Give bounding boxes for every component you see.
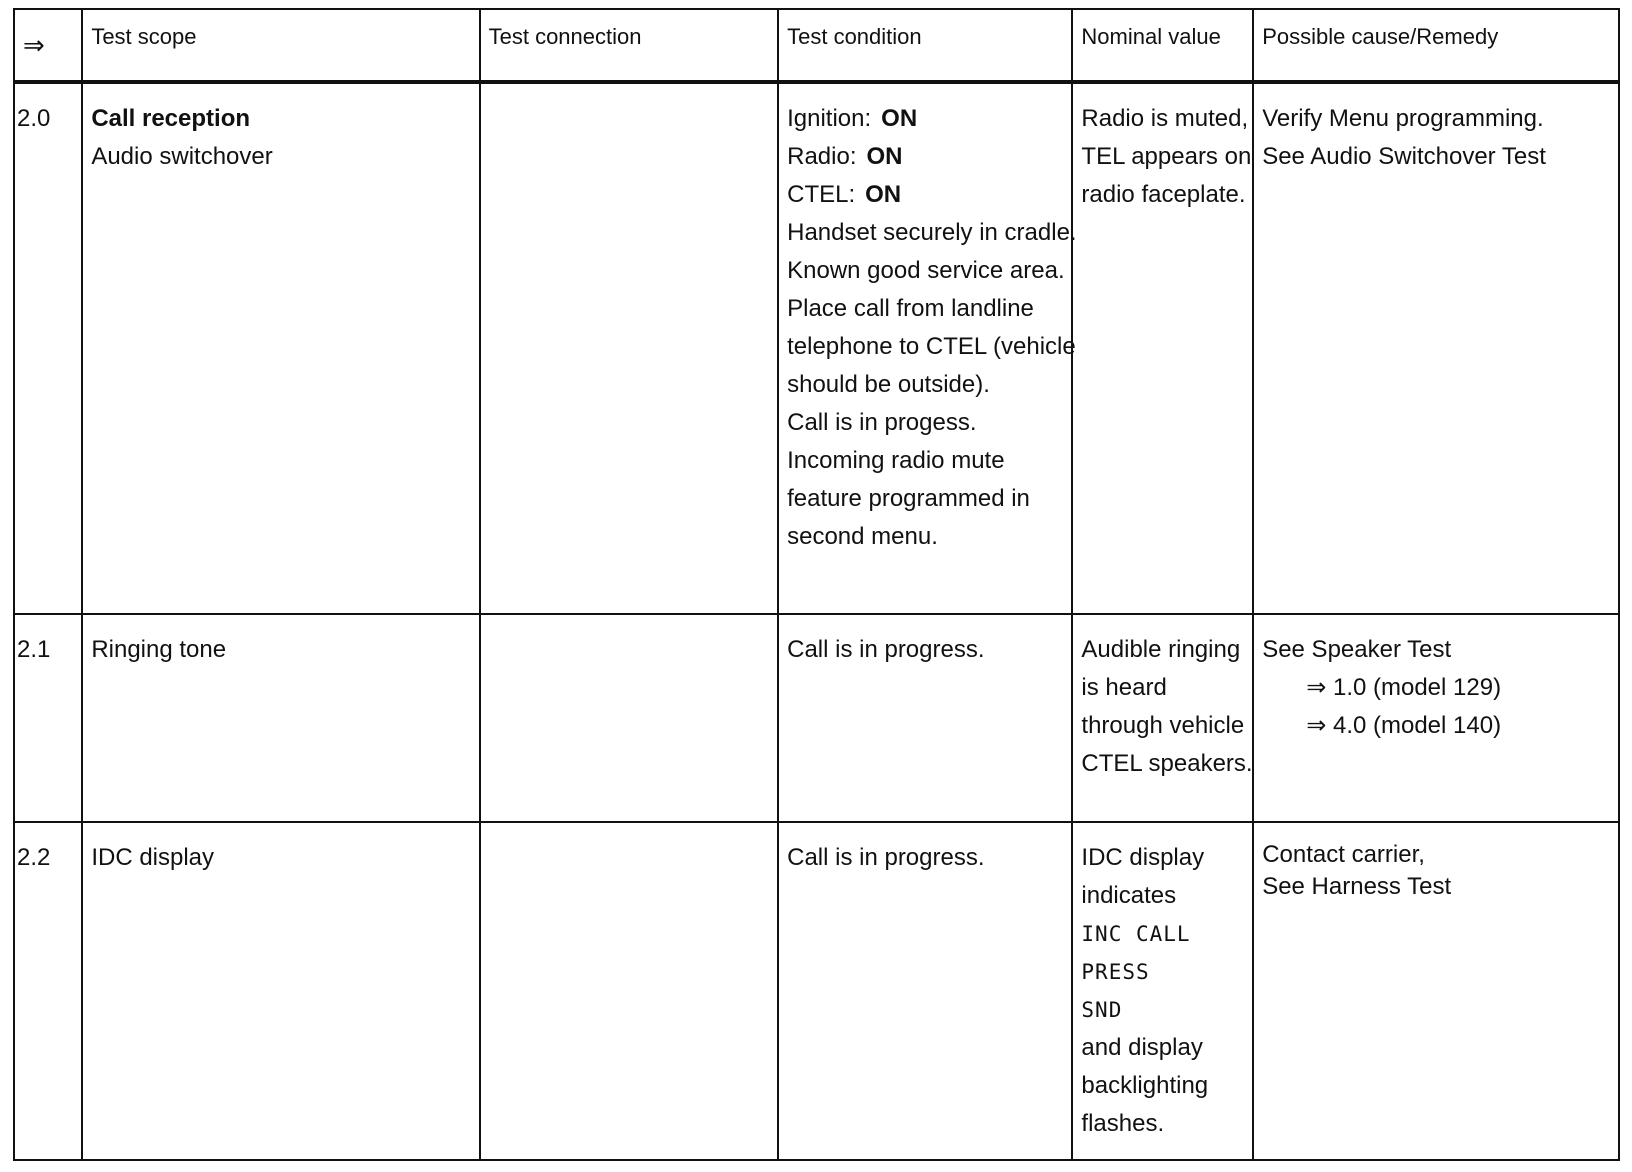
condition-line: Handset securely in cradle. — [787, 219, 1077, 246]
test-scope-cell — [82, 82, 479, 614]
remedy-ref-link: ⇒ 1.0 (model 129) — [1306, 674, 1502, 701]
scope-title: Call reception — [91, 105, 251, 132]
table-row — [14, 822, 1619, 1160]
nominal-line: through vehicle — [1081, 712, 1245, 739]
header-step — [14, 9, 82, 82]
header-test-condition: Test condition — [778, 9, 1072, 82]
nominal-line: is heard — [1081, 674, 1167, 701]
remedy-line: Verify Menu programming. — [1262, 105, 1544, 132]
remedy-line: Contact carrier, — [1262, 841, 1425, 868]
step-number: 2.1 — [14, 614, 82, 822]
test-condition-cell — [778, 82, 1077, 614]
table-header-row — [14, 9, 1619, 82]
condition-ignition: Ignition: ON — [787, 105, 918, 132]
nominal-line: IDC display — [1081, 844, 1205, 871]
condition-line: Call is in progess. — [787, 409, 977, 436]
remedy-line: See Speaker Test — [1262, 636, 1452, 663]
test-connection-cell — [480, 614, 779, 822]
condition-line: Known good service area. — [787, 257, 1065, 284]
condition-line: telephone to CTEL (vehicle — [787, 333, 1076, 360]
condition-line: second menu. — [787, 523, 938, 550]
nominal-line: Audible ringing — [1081, 636, 1241, 663]
header-nominal-value: Nominal value — [1072, 9, 1253, 82]
nominal-line: radio faceplate. — [1081, 181, 1246, 208]
step-number: 2.2 — [14, 822, 82, 1160]
lcd-display-text: INC CALL PRESS — [1081, 922, 1191, 984]
condition-radio: Radio: ON — [787, 143, 903, 170]
test-scope-cell — [82, 822, 479, 1160]
nominal-value-cell — [1072, 82, 1253, 614]
table-row — [14, 82, 1619, 614]
scope-title: IDC display — [91, 844, 215, 871]
remedy-line: See Harness Test — [1262, 873, 1452, 900]
nominal-line: indicates — [1081, 882, 1177, 909]
scope-title: Ringing tone — [91, 636, 227, 663]
nominal-line: TEL appears on — [1081, 143, 1252, 170]
remedy-line: See Audio Switchover Test — [1262, 143, 1546, 170]
nominal-line: Radio is muted, — [1081, 105, 1249, 132]
condition-ctel: CTEL: ON — [787, 181, 902, 208]
test-scope-cell — [82, 614, 479, 822]
table-row — [14, 614, 1619, 822]
condition-line: should be outside). — [787, 371, 990, 398]
test-condition-cell — [778, 822, 1072, 1160]
test-condition-cell — [778, 614, 1072, 822]
condition-line: Call is in progress. — [787, 844, 985, 871]
step-number: 2.0 — [14, 82, 82, 614]
remedy-cell — [1253, 82, 1619, 614]
header-remedy: Possible cause/Remedy — [1253, 9, 1619, 82]
scope-subtitle: Audio switchover — [91, 143, 273, 170]
condition-line: feature programmed in — [787, 485, 1030, 512]
nominal-line: flashes. — [1081, 1110, 1165, 1137]
header-test-connection: Test connection — [480, 9, 779, 82]
test-connection-cell — [480, 822, 779, 1160]
remedy-cell — [1253, 614, 1619, 822]
remedy-cell — [1253, 822, 1619, 1160]
test-connection-cell — [480, 82, 779, 614]
remedy-ref-link: ⇒ 4.0 (model 140) — [1306, 712, 1502, 739]
nominal-value-cell — [1072, 614, 1253, 822]
nominal-line: and display — [1081, 1034, 1203, 1061]
nominal-value-cell — [1072, 822, 1253, 1160]
condition-line: Incoming radio mute — [787, 447, 1005, 474]
condition-line: Place call from landline — [787, 295, 1034, 322]
arrow-right-icon: ⇒ — [23, 30, 45, 60]
condition-line: Call is in progress. — [787, 636, 985, 663]
test-table — [13, 8, 1620, 1161]
header-test-scope: Test scope — [82, 9, 479, 82]
lcd-display-text: SND — [1081, 998, 1123, 1022]
nominal-line: backlighting — [1081, 1072, 1209, 1099]
nominal-line: CTEL speakers. — [1081, 750, 1253, 777]
